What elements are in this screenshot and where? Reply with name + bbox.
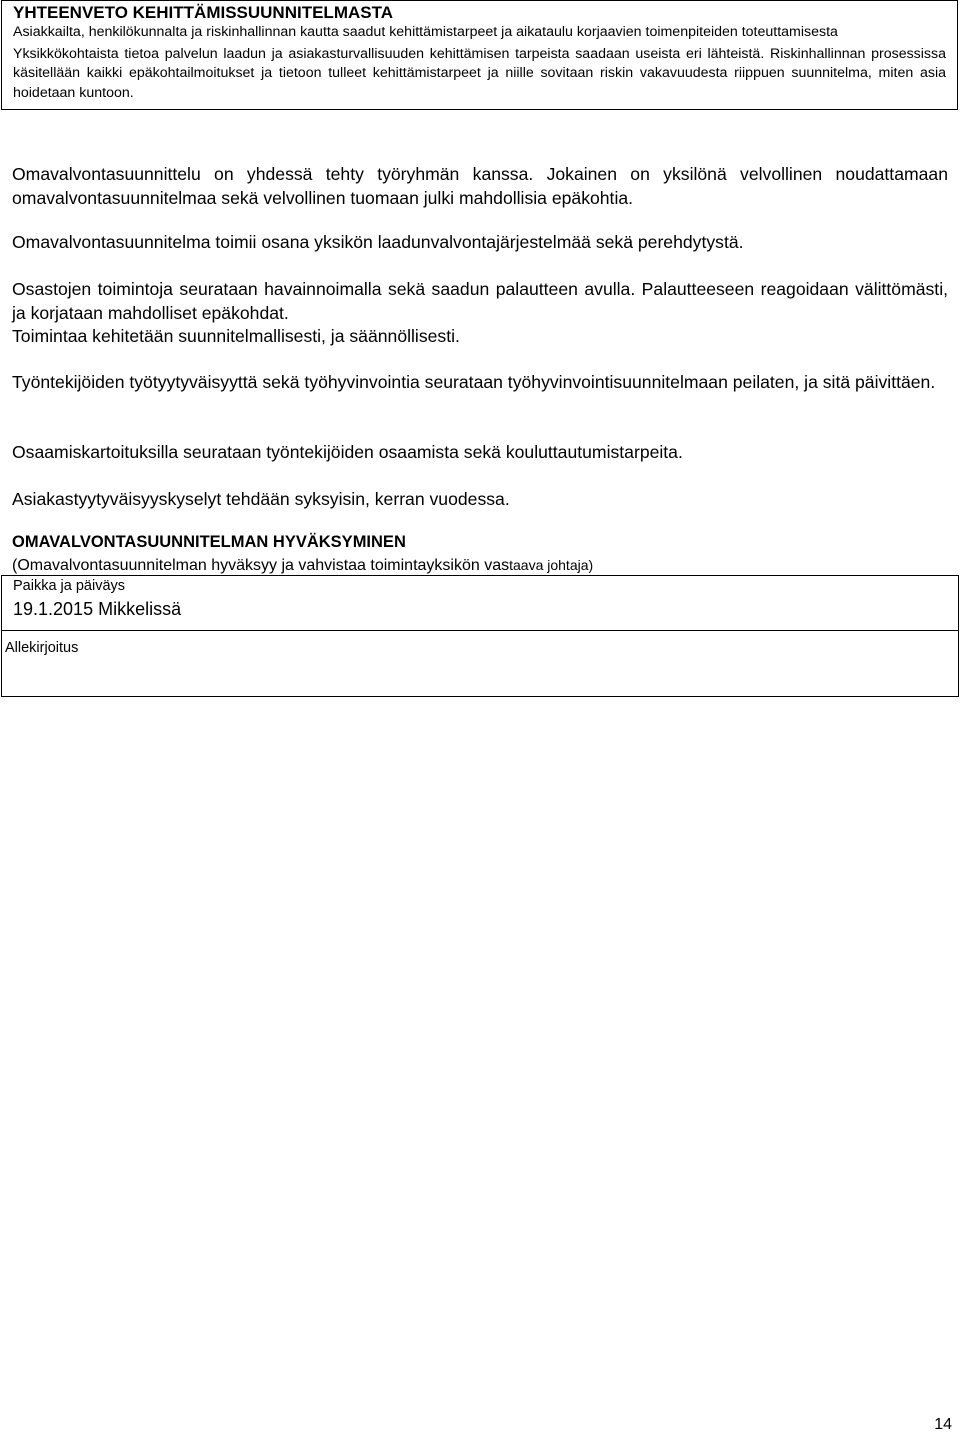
- body-paragraph-5: Osaamiskartoituksilla seurataan työntekijöiden osaamista sekä kouluttautumistarpeita.: [12, 442, 683, 462]
- approval-signature-table: [1, 575, 959, 697]
- approval-heading: OMAVALVONTASUUNNITELMAN HYVÄKSYMINEN: [12, 533, 406, 551]
- summary-heading: YHTEENVETO KEHITTÄMISSUUNNITELMASTA: [13, 3, 393, 22]
- approval-note-main: (Omavalvontasuunnitelman hyväksyy ja vahvistaa toimintayksikön vas: [12, 557, 510, 574]
- place-date-label: Paikka ja päiväys: [13, 578, 126, 594]
- row-divider: [2, 630, 958, 631]
- summary-paragraph-1: Asiakkailta, henkilökunnalta ja riskinhallinnan kautta saadut kehittämistarpeet ja aikataulu korjaavien toimenpiteiden toteuttamisesta: [13, 24, 838, 40]
- body-paragraph-4: Työntekijöiden työtyytyväisyyttä sekä työhyvinvointia seurataan työhyvinvointisuunnitelmaan peilaten, ja sitä päivittäen.: [12, 372, 936, 392]
- body-paragraph-2: Omavalvontasuunnitelma toimii osana yksikön laadunvalvontajärjestelmää sekä perehdytystä.: [12, 232, 744, 252]
- body-paragraph-3-line-2: Toimintaa kehitetään suunnitelmallisesti, ja säännöllisesti.: [12, 326, 460, 346]
- place-date-value: 19.1.2015 Mikkelissä: [13, 599, 182, 619]
- approval-note: [12, 555, 593, 576]
- summary-paragraph-2: Yksikkökohtaista tietoa palvelun laadun ja asiakasturvallisuuden kehittämisen tarpeista saadaan useista eri lähteistä. Riskinhallinnan prosessissa käsitellään kaikki epäkohtailmoitukset ja tietoon tulleet kehittämistarpeet ja niille sovitaan riskin vakavuudesta riippuen suunnitelma, miten asia hoidetaan kuntoon.: [13, 45, 946, 101]
- signature-label: Allekirjoitus: [5, 640, 79, 656]
- body-paragraph-1: Omavalvontasuunnittelu on yhdessä tehty työryhmän kanssa. Jokainen on yksilönä velvollinen noudattamaan omavalvontasuunnitelmaa sekä velvollinen tuomaan julki mahdollisia epäkohtia.: [12, 164, 948, 208]
- body-paragraph-6: Asiakastyytyväisyyskyselyt tehdään syksyisin, kerran vuodessa.: [12, 489, 510, 509]
- body-paragraph-3: Osastojen toimintoja seurataan havainnoimalla sekä saadun palautteen avulla. Palautteeseen reagoidaan välittömästi, ja korjataan mahdolliset epäkohdat.: [12, 279, 948, 323]
- page-number: 14: [934, 1416, 952, 1433]
- summary-box: [1, 0, 958, 110]
- approval-note-small: taava johtaja): [509, 557, 594, 573]
